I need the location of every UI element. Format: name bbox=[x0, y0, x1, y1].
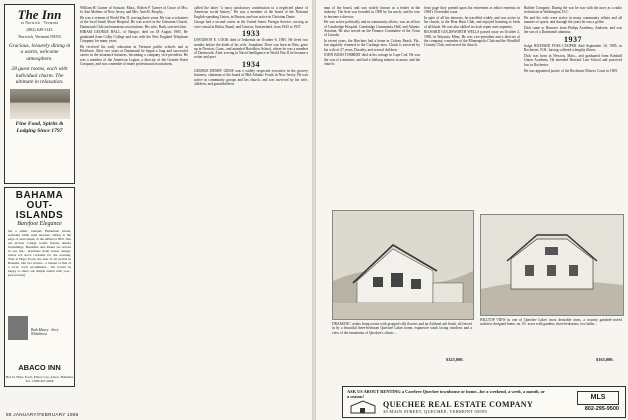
class-year-heading: 1937 bbox=[564, 34, 582, 44]
house-photo-2 bbox=[480, 214, 624, 316]
paragraph: DAVIDSON E. COOK died of leukemia on October 8, 1985. He lived two months before the death of his wife, Josephine. Dave was born in Ohio, grew up in Newton, Conn., and attended Hotchkiss School, where he was a member of Dartmouth. After serving in Naval Intelligence in World War II he became a writer and poet. bbox=[194, 38, 308, 60]
paragraph: He and his wife were active in many community affairs and all manner of sports, and through the years he was a golfer. bbox=[524, 16, 622, 25]
bahama-script: Barefoot Elegance bbox=[17, 221, 62, 227]
left-page-footer: 88 JANUARY/FEBRUARY 1986 bbox=[6, 412, 79, 417]
inn-rooms: 28 guest rooms, each with individual charm. The ultimate in relaxation. bbox=[11, 66, 68, 86]
qre-address: 30 MAIN STREET, QUECHEE, VERMONT 05059 bbox=[383, 409, 487, 414]
inn-town: Norwich, Vermont 05055 bbox=[18, 34, 61, 39]
obituary-column-4 bbox=[324, 6, 420, 206]
paragraph: He was active politically and in community affairs, was an officer of Cambridge Hospital, Cambridge Community Hall, and Atlantic Aviation. He also served on the Finance Committee of the Town of Lincoln. bbox=[324, 20, 420, 38]
obituary-column-2 bbox=[80, 6, 188, 406]
abaco-address: Box D, Hope Town, Elbow Cay, Abaco, Bahamas Tel. 1-809-367-2666 bbox=[5, 375, 74, 383]
qre-company-name: QUECHEE REAL ESTATE COMPANY bbox=[383, 400, 534, 409]
paragraph: HIRAM GEORGE HALL, of Bangor, died on 18 August 1985. He graduated from Colby College and was with the New England Telephone Company for many years. bbox=[80, 30, 188, 44]
class-year-heading: 1934 bbox=[242, 59, 260, 69]
photo-1-price: $325,000. bbox=[446, 357, 464, 362]
paragraph: called the latter "a most satisfactory contribution to a neglected phase of American social history." He was a member of the board of the National English-speaking Union, in Boston, and was active in Christian Dante. bbox=[194, 6, 308, 19]
bahama-title: BAHAMA OUT-ISLANDS bbox=[15, 190, 64, 221]
photo-2-caption: HILLTOP VIEW in one of Quechee Lakes' most desirable areas, a country gambrel-roofed architect designed home, on 15+ acres with gardens, three bedrooms, two baths... bbox=[480, 318, 622, 327]
paragraph: front page they printed upon his retirement as editor emeritus in 1984's November issue. bbox=[424, 6, 520, 15]
paragraph: Dick was born in Newton, Mass., and graduated from Kimball Union Academy. He attended Harvard Law School and practiced law in Rochester. bbox=[524, 54, 622, 67]
left-page bbox=[0, 0, 312, 420]
paragraph: William H. Garner of Scituate, Mass., Robert P. Garner of Grace of Mrs. Jo Ann Mothers of New Jersey, and Mrs. Ann M. Brophy... bbox=[80, 6, 188, 15]
paragraph: GEORGE HENRY GIESE was a widely respected executive in the grocery business, chairman of the board of Mid-Atlantic Foods in New Jersey. He was active in community groups and his church, and was survived by his wife, children, and grandchildren. bbox=[194, 69, 308, 86]
innkeepers-photo bbox=[8, 316, 28, 340]
paragraph: He received his early education in Vermont public schools and at Hichborn. After two years at Dartmouth he began a long and successful career in the insurance business, becoming a company vice-president. He was a member of the American Legion, a director of the Granite Street Company, and was a member of many professional associations. bbox=[80, 44, 188, 67]
paragraph: Judge RICHARD FOSS COOPER died September 10, 1985, in Rochester, N.H., having suffered a lengthy illness. bbox=[524, 44, 622, 53]
house-illustration-1 bbox=[333, 211, 473, 319]
paragraph: man of the board, and was widely known as a leader in the industry. The firm was founded in 1909 by his uncle, and he rose to become a director. bbox=[324, 6, 420, 19]
inn-logo: The Inn bbox=[17, 7, 62, 22]
obituary-column-5 bbox=[424, 6, 520, 206]
paragraph: In spite of all his interests, he travelled widely and was active in his church, in the Bear Hunt Club, and enjoyed listening to birds of all kinds. He was also skilled in clock repair and carpentry. bbox=[424, 16, 520, 29]
house-illustration-2 bbox=[481, 215, 623, 315]
paragraph: He was a veteran of World War II, serving three years. He was a volunteer of the local South Shore Hospital. He was active in the Unitarian Church, Dartmouth Club and numerous associations. His wife, Ruth, survives him. bbox=[80, 16, 188, 29]
paragraph: He was appointed justice of the Rochester District Court in 1969. bbox=[524, 68, 618, 73]
bahama-body: On a small, tranquil, Bahamian island, secluded white sand beaches, sitting at the edge of sand dunes, is the ABACO INN. Our ten private cottage rooms feature deluxe furnishings. Breakfast and dinner are served in our inn... luxurious main house lounge, where we serve cocktails for the evening. Visit at Hope Town, the best of all worlds in Bahama. Our two ferries... a lobster or fish of a local, we'll recommend... We would be happy to share our simple island with you... (see reverse) bbox=[8, 229, 71, 277]
mls-logo: MLS bbox=[577, 391, 619, 405]
inn-phone: (802) 649-1143 bbox=[26, 27, 53, 32]
paragraph: JOHN BUSH TORBERT died at his cottage in Cape Cod. He was the son of a minister, and had a lifelong interest in music and the church. bbox=[324, 53, 420, 67]
paragraph: RICHARD GOLDSWORTH WELLS passed away on October 2, 1985, in Wayzata, Minn. He was vice-president and a director of the company, a member of the Minneapolis Club and the Woodhill Country Club, and served his church. bbox=[424, 30, 520, 48]
photo-2-price: $165,000. bbox=[596, 357, 614, 362]
abaco-logo: ABACO INN bbox=[18, 363, 61, 372]
inn-subtitle: at Norwich · Vermont bbox=[20, 21, 59, 25]
photo-1-caption: DRAMATIC cedars bring rooms with propped sills flowers and an Ashlund ash finish, all fenced in by a beautiful three-bedroom Quechee Lakes home, expansive south facing windows and a view of the mountains of Quechee's classic... bbox=[332, 322, 472, 335]
quechee-real-estate-ad bbox=[342, 386, 626, 418]
inn-house-illustration bbox=[10, 89, 70, 119]
class-year-heading: 1933 bbox=[242, 28, 260, 38]
house-photo-1 bbox=[332, 210, 474, 320]
qre-phone: 802-295-9500 bbox=[584, 406, 619, 412]
innkeepers-names: Ruth Maury · Jerry Whitehurst bbox=[31, 328, 59, 336]
quechee-house-logo-icon bbox=[349, 400, 377, 414]
paragraph: In recent years, the Hinchers had a home in Colony Beach, Fla., but regularly returned to the Carthage area. Chuck is survived by his wife of 27 years, Dorothy, and several children. bbox=[324, 39, 420, 52]
obituary-column-3 bbox=[194, 6, 308, 406]
obituary-column-6 bbox=[524, 6, 622, 206]
qre-headline: ASK US ABOUT RENTING a Carefree Quechee townhouse or home...for a weekend, a week, a month, or a season! bbox=[347, 389, 545, 399]
right-page bbox=[316, 0, 628, 420]
paragraph: Rubber Company. During the war he was with the navy as a radio technician in Washington, D.C. bbox=[524, 6, 622, 15]
abaco-inn-ad bbox=[4, 187, 75, 387]
paragraph: Dick came to Hanover from Philips Academy, Andover, and was the son of a Dartmouth alumnus. bbox=[524, 26, 622, 35]
inn-tagline: Gracious, leisurely dining in a warm, welcome atmosphere. bbox=[8, 43, 71, 62]
paragraph: George had a second career in the United States Foreign Service, serving as vice-consul in Bahia, Brazil, and Geneva, Switzerland, from 1943 to 1947. bbox=[194, 20, 308, 29]
inn-at-norwich-ad bbox=[4, 4, 75, 184]
ad-column bbox=[4, 4, 75, 414]
inn-bottom-line: Fine Food, Spirits & Lodging Since 1797 bbox=[15, 121, 64, 134]
